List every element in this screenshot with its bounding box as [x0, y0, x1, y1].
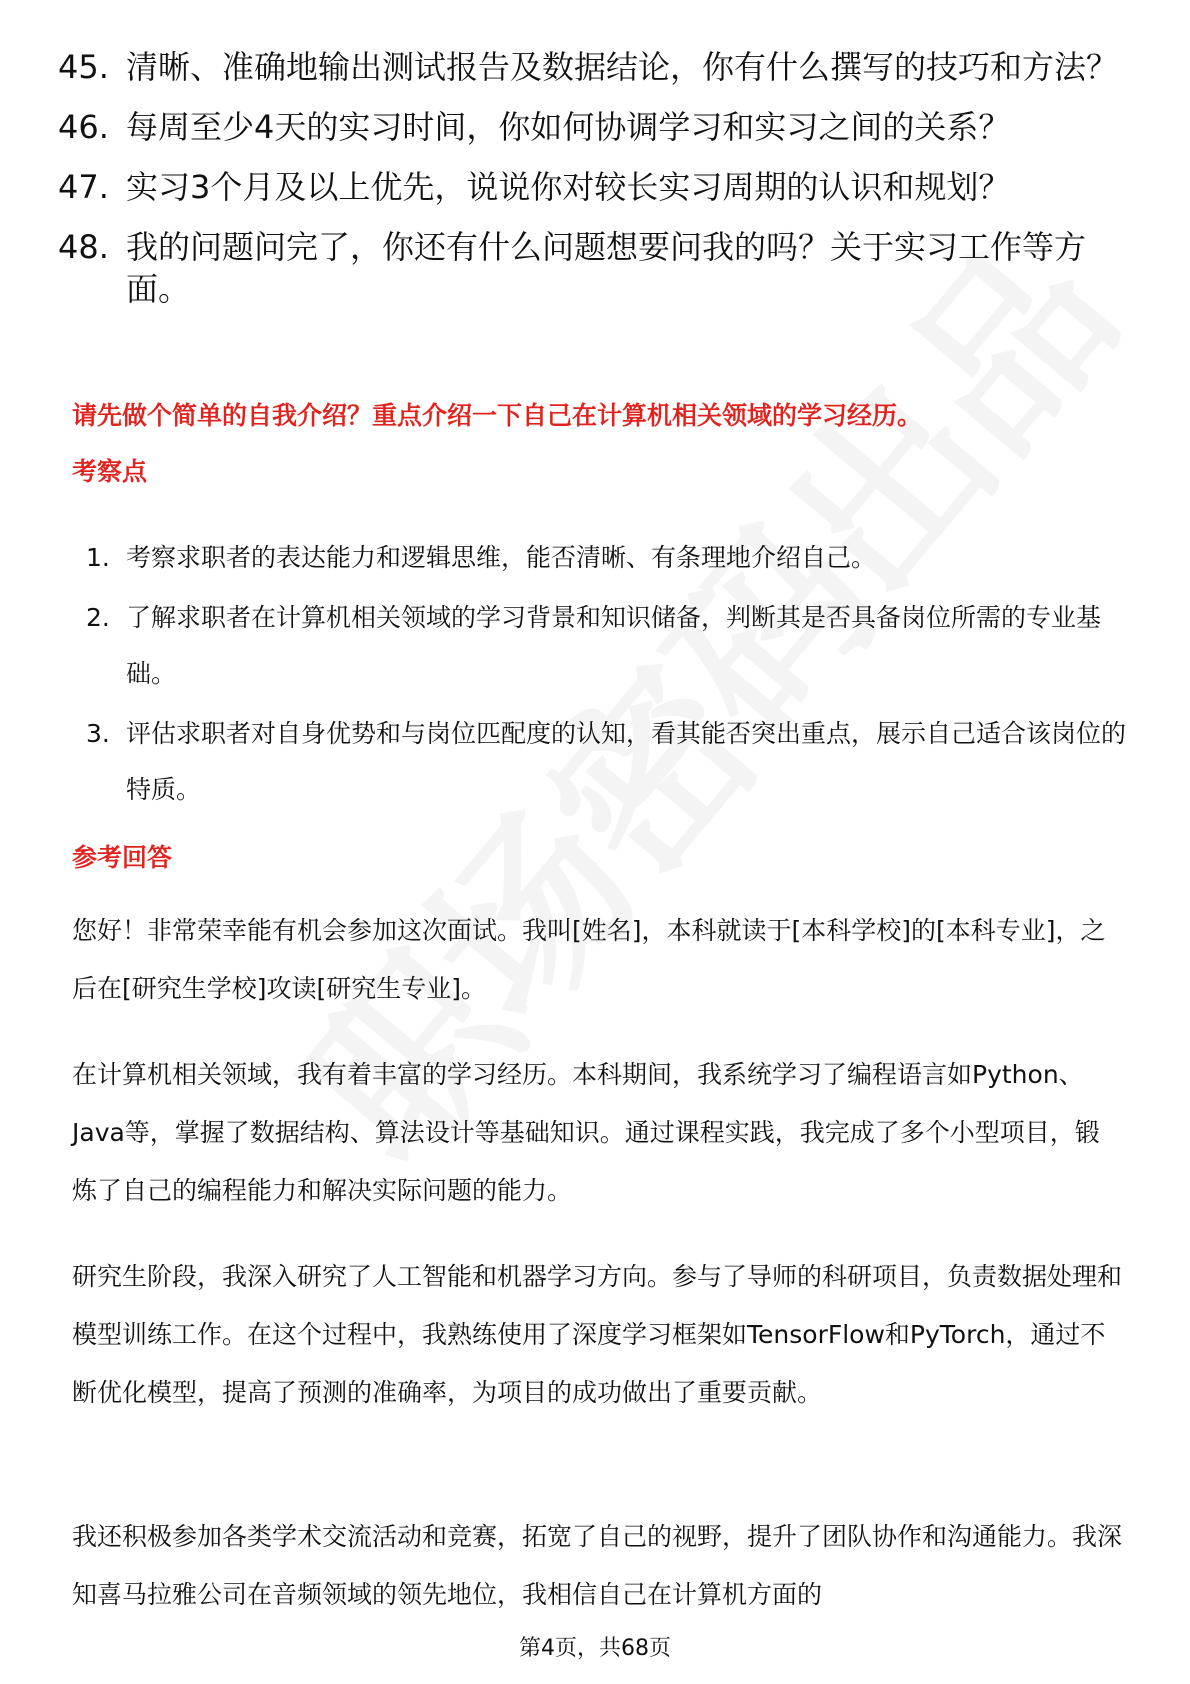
exam-point-text: 评估求职者对自身优势和与岗位匹配度的认知，看其能否突出重点，展示自己适合该岗位的特质。	[126, 719, 1127, 804]
question-item	[58, 226, 1128, 310]
exam-point-item	[86, 590, 1126, 702]
answer-paragraph: 您好！非常荣幸能有机会参加这次面试。我叫[姓名]，本科就读于[本科学校]的[本科专业]，之后在[研究生学校]攻读[研究生专业]。	[72, 916, 1106, 1003]
answer-label: 参考回答	[72, 843, 173, 872]
answer-paragraph: 在计算机相关领域，我有着丰富的学习经历。本科期间，我系统学习了编程语言如Python、Java等，掌握了数据结构、算法设计等基础知识。通过课程实践，我完成了多个小型项目，锻炼了自己的编程能力和解决实际问题的能力。	[72, 1060, 1100, 1205]
question-text: 每周至少4天的实习时间，你如何协调学习和实习之间的关系？	[126, 108, 1011, 146]
question-headline: 请先做个简单的自我介绍？重点介绍一下自己在计算机相关领域的学习经历。	[72, 401, 923, 430]
exam-points-list	[86, 530, 1126, 822]
question-item	[58, 106, 1128, 148]
exam-point-item	[86, 530, 1126, 586]
question-number: 48.	[58, 228, 109, 266]
exam-point-number: 1.	[86, 543, 110, 572]
answer-paragraph: 我还积极参加各类学术交流活动和竞赛，拓宽了自己的视野，提升了团队协作和沟通能力。我深知喜马拉雅公司在音频领域的领先地位，我相信自己在计算机方面的	[72, 1522, 1123, 1609]
page-footer: 第4页，共68页	[519, 1636, 671, 1661]
question-item	[58, 166, 1128, 208]
question-text: 实习3个月及以上优先，说说你对较长实习周期的认识和规划？	[126, 168, 1011, 206]
exam-point-text: 考察求职者的表达能力和逻辑思维，能否清晰、有条理地介绍自己。	[126, 543, 877, 572]
exam-point-item	[86, 706, 1126, 818]
answer-paragraph: 研究生阶段，我深入研究了人工智能和机器学习方向。参与了导师的科研项目，负责数据处理和模型训练工作。在这个过程中，我熟练使用了深度学习框架如TensorFlow和PyTorch，通过不断优化模型，提高了预测的准确率，为项目的成功做出了重要贡献。	[72, 1262, 1123, 1407]
question-number: 46.	[58, 108, 109, 146]
question-item	[58, 46, 1128, 88]
question-number: 45.	[58, 48, 109, 86]
exam-point-text: 了解求职者在计算机相关领域的学习背景和知识储备，判断其是否具备岗位所需的专业基础。	[126, 603, 1102, 688]
exam-point-number: 3.	[86, 719, 110, 748]
question-list	[58, 46, 1128, 328]
question-number: 47.	[58, 168, 109, 206]
exam-point-number: 2.	[86, 603, 110, 632]
exam-points-label: 考察点	[72, 457, 148, 486]
question-text: 我的问题问完了，你还有什么问题想要问我的吗？关于实习工作等方面。	[126, 228, 1087, 308]
question-text: 清晰、准确地输出测试报告及数据结论，你有什么撰写的技巧和方法？	[126, 48, 1119, 86]
